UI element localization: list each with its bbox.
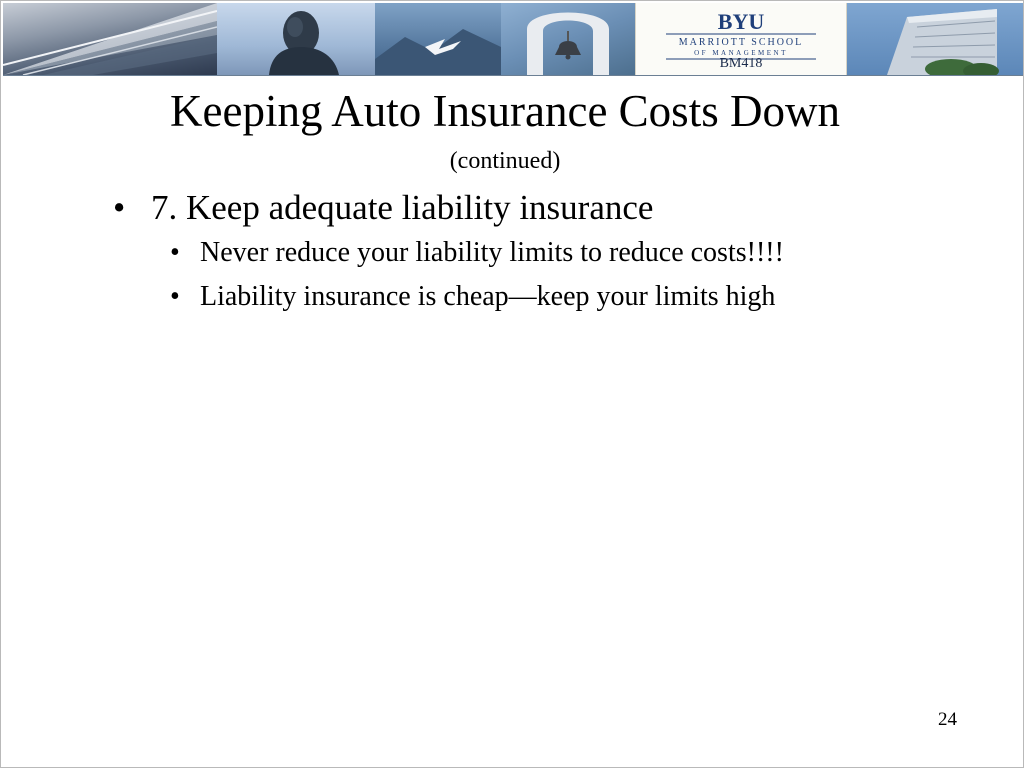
header-banner [3, 3, 1023, 76]
bell-tower-photo [501, 3, 635, 75]
sub-bullet-text: Never reduce your liability limits to reduce costs!!!! [200, 237, 784, 268]
y-mountain-photo [375, 3, 501, 75]
logo-byu-text: BYU [717, 9, 765, 34]
statue-photo [217, 3, 375, 75]
byu-logo [635, 3, 847, 75]
logo-marriott-text: MARRIOTT SCHOOL [678, 37, 804, 48]
bullet-marker: • [113, 188, 126, 227]
slide-title: Keeping Auto Insurance Costs Down [170, 86, 840, 136]
logo-management-text: OF MANAGEMENT [694, 49, 788, 57]
building-photo [3, 3, 217, 75]
bullet-list [113, 185, 973, 319]
sub-bullet-text: Liability insurance is cheap—keep your limits high [200, 281, 776, 312]
page-number: 24 [938, 709, 957, 730]
list-item [113, 185, 973, 231]
bullet-marker: • [170, 281, 180, 312]
course-code: BM418 [719, 56, 763, 71]
bullet-text: 7. Keep adequate liability insurance [151, 188, 654, 227]
slide-subtitle: (continued) [449, 148, 561, 174]
sub-list-item [170, 275, 973, 319]
bullet-marker: • [170, 237, 180, 268]
campus-building-photo [847, 3, 1023, 75]
sub-list-item [170, 231, 973, 275]
